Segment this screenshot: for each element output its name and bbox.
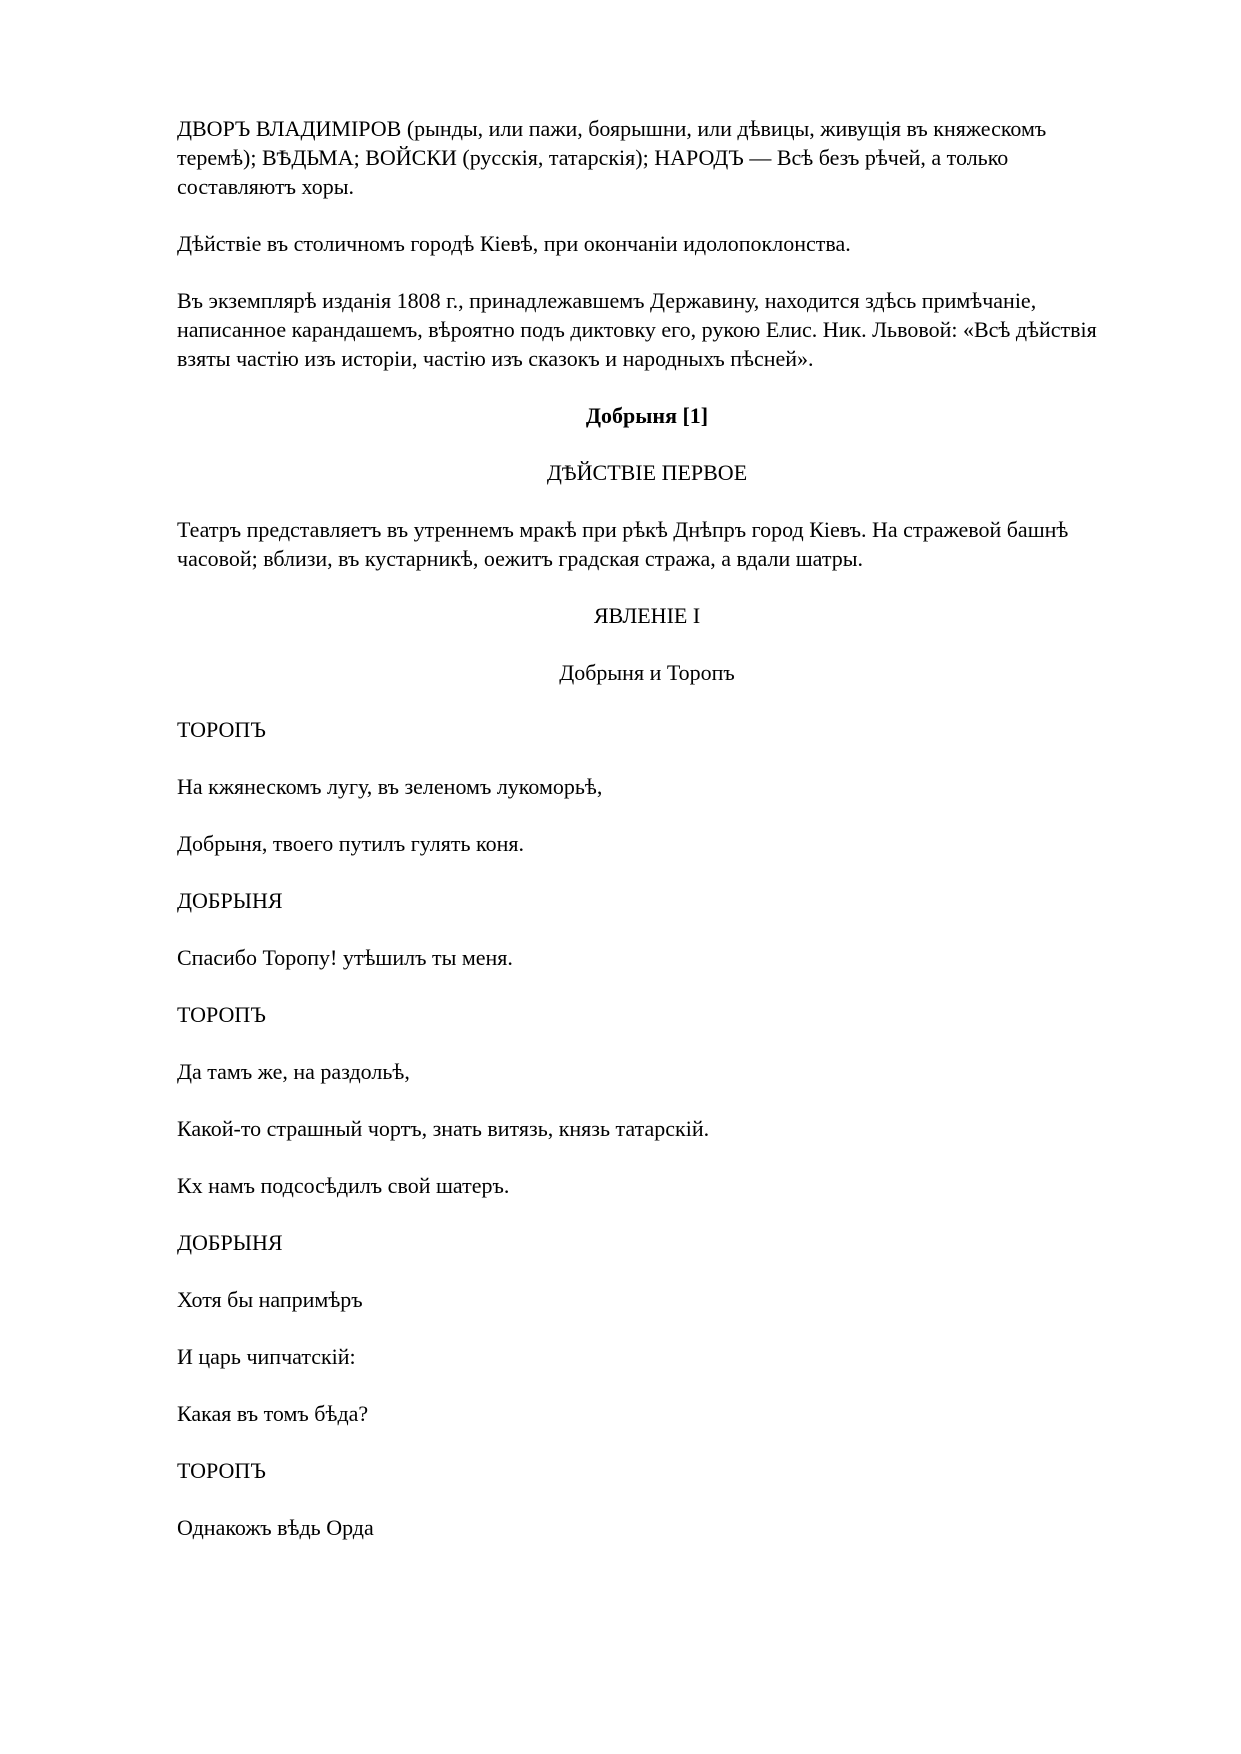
speaker-name: ТОРОПЪ [177, 717, 266, 742]
verse-line: Спасибо Торопу! утѣшилъ ты меня. [177, 945, 513, 970]
dialogue [177, 715, 1117, 1542]
verse-line: На кжянескомъ лугу, въ зеленомъ лукоморьѣ, [177, 774, 603, 799]
verse-line: Добрыня, твоего путилъ гулять коня. [177, 831, 525, 856]
speaker-name: ТОРОПЪ [177, 1002, 266, 1027]
act-heading: ДѢЙСТВІЕ ПЕРВОЕ [546, 460, 748, 485]
verse-line: Кх намъ подсосѣдилъ свой шатеръ. [177, 1173, 510, 1198]
cast-paragraph: ДВОРЪ ВЛАДИМІРОВ (рынды, или пажи, боярышни, или дѣвицы, живущія въ княжескомъ теремѣ); ВѢДЬМА; ВОЙСКИ (русскія, татарскія); НАРОДЪ — Всѣ безъ рѣчей, а только составляютъ хоры. [177, 116, 1047, 199]
document-body [177, 114, 1117, 1570]
scene-characters: Добрыня и Торопъ [559, 660, 735, 685]
note-paragraph: Въ экземплярѣ изданія 1808 г., принадлежавшемъ Державину, находится здѣсь примѣчаніе, написанное карандашемъ, вѣроятно подъ диктовку его, рукою Елис. Ник. Львовой: «Всѣ дѣйствія взяты частію изъ исторіи, частію изъ сказокъ и народныхъ пѣсней». [177, 288, 1097, 371]
verse-line: Да тамъ же, на раздольѣ, [177, 1059, 410, 1084]
verse-line: И царь чипчатскій: [177, 1344, 356, 1369]
speaker-name: ДОБРЫНЯ [177, 1230, 283, 1255]
verse-line: Какая въ томъ бѣда? [177, 1401, 369, 1426]
play-title: Добрыня [1] [585, 403, 709, 428]
scene-description: Театръ представляетъ въ утреннемъ мракѣ при рѣкѣ Днѣпръ город Кіевъ. На стражевой башнѣ часовой; вблизи, въ кустарникѣ, оежитъ градская стража, а вдали шатры. [177, 517, 1069, 571]
setting-paragraph: Дѣйствіе въ столичномъ городѣ Кіевѣ, при окончаніи идолопоклонства. [177, 231, 851, 256]
speaker-name: ТОРОПЪ [177, 1458, 266, 1483]
speaker-name: ДОБРЫНЯ [177, 888, 283, 913]
verse-line: Однакожъ вѣдь Орда [177, 1515, 374, 1540]
verse-line: Какой-то страшный чортъ, знать витязь, князь татарскій. [177, 1116, 710, 1141]
verse-line: Хотя бы напримѣръ [177, 1287, 363, 1312]
scene-heading: ЯВЛЕНІЕ I [593, 603, 701, 628]
